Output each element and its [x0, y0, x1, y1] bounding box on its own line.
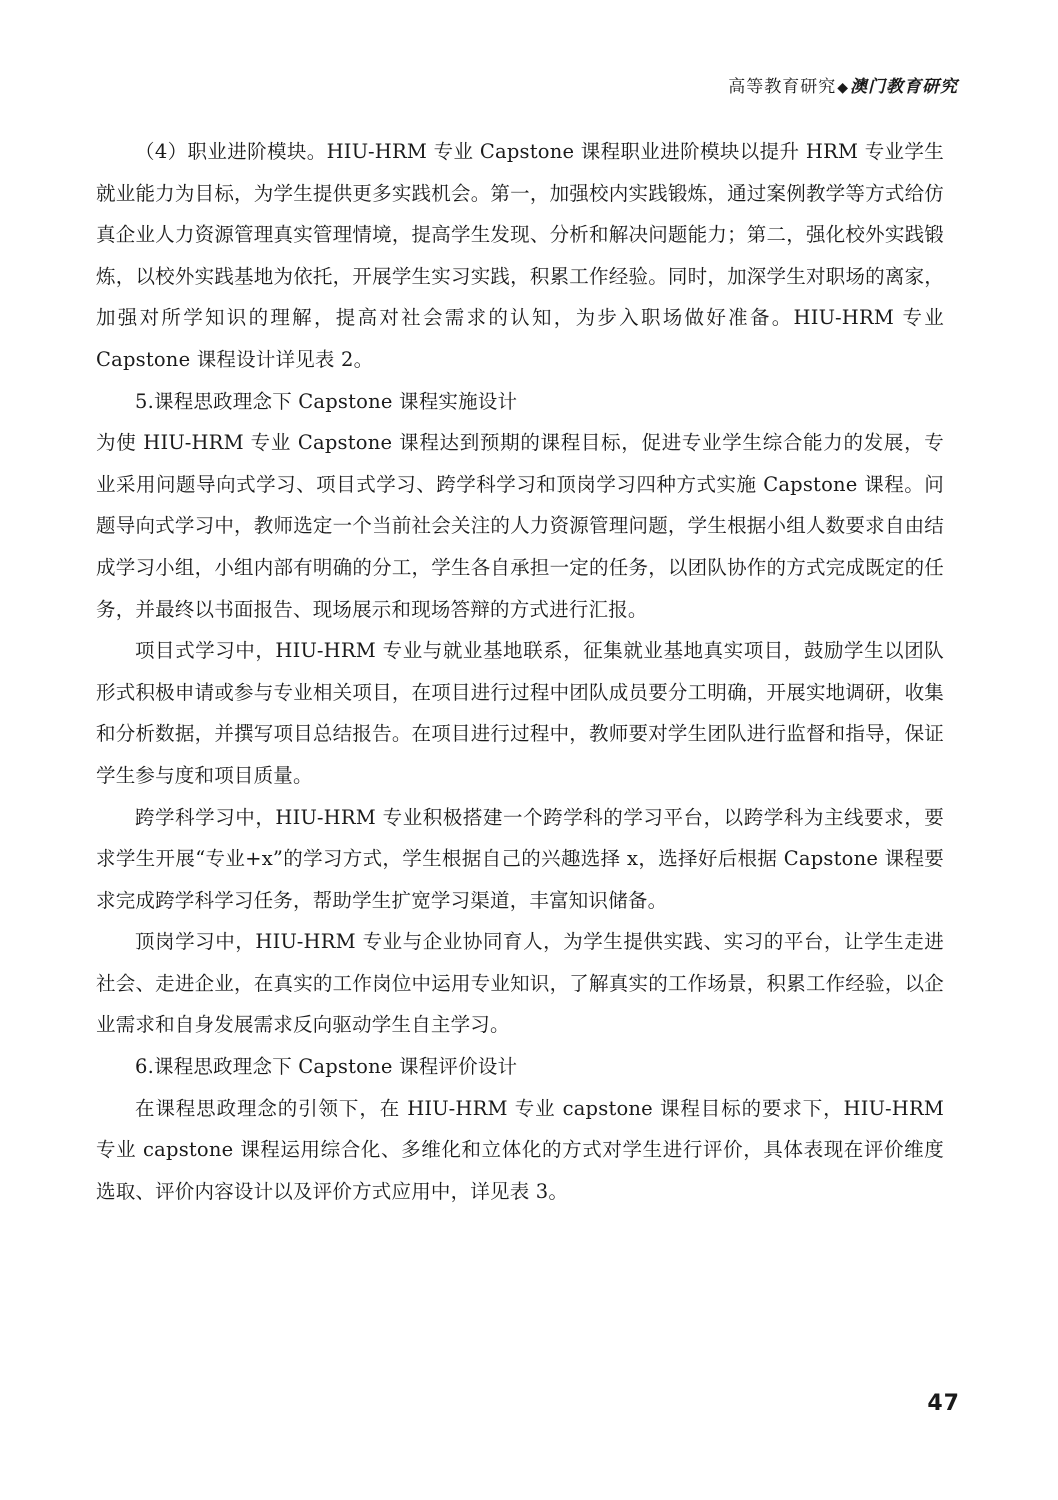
paragraph-career-module: （4）职业进阶模块。HIU-HRM 专业 Capstone 课程职业进阶模块以提升 HRM 专业学生就业能力为目标，为学生提供更多实践机会。第一，加强校内实践锻炼，通过案例教学等方式给仿真企业人力资源管理真实管理情境，提高学生发现、分析和解决问题能力；第二，强化校外实践锻炼，以校外实践基地为依托，开展学生实习实践，积累工作经验。同时，加深学生对职场的离家，加强对所学知识的理解，提高对社会需求的认知，为步入职场做好准备。HIU-HRM 专业 Capstone 课程设计详见表 2。 [96, 140, 944, 371]
paragraph-internship: 顶岗学习中，HIU-HRM 专业与企业协同育人，为学生提供实践、实习的平台，让学生走进社会、走进企业，在真实的工作岗位中运用专业知识，了解真实的工作场景，积累工作经验，以企业需求和自身发展需求反向驱动学生自主学习。 [96, 930, 944, 1037]
section-heading-evaluation: 6.课程思政理念下 Capstone 课程评价设计 [135, 1055, 518, 1079]
paragraph-implementation-problem-based: 为使 HIU-HRM 专业 Capstone 课程达到预期的课程目标，促进专业学生综合能力的发展，专业采用问题导向式学习、项目式学习、跨学科学习和顶岗学习四种方式实施 Capstone 课程。问题导向式学习中，教师选定一个当前社会关注的人力资源管理问题，学生根据小组人数要求自由结成学习小组，小组内部有明确的分工，学生各自承担一定的任务，以团队协作的方式完成既定的任务，并最终以书面报告、现场展示和现场答辩的方式进行汇报。 [96, 431, 944, 621]
paragraph-project-based: 项目式学习中，HIU-HRM 专业与就业基地联系，征集就业基地真实项目，鼓励学生以团队形式积极申请或参与专业相关项目，在项目进行过程中团队成员要分工明确，开展实地调研，收集和分析数据，并撰写项目总结报告。在项目进行过程中，教师要对学生团队进行监督和指导，保证学生参与度和项目质量。 [96, 639, 944, 787]
section-heading-implementation: 5.课程思政理念下 Capstone 课程实施设计 [135, 389, 518, 413]
running-header [728, 72, 958, 97]
diamond-separator-icon: ◆ [837, 80, 849, 96]
page-number: 47 [927, 1391, 960, 1416]
article-body [96, 131, 944, 1212]
paragraph-interdisciplinary: 跨学科学习中，HIU-HRM 专业积极搭建一个跨学科的学习平台，以跨学科为主线要求，要求学生开展“专业+x”的学习方式，学生根据自己的兴趣选择 x，选择好后根据 Capstone 课程要求完成跨学科学习任务，帮助学生扩宽学习渠道，丰富知识储备。 [96, 805, 944, 912]
paragraph-evaluation: 在课程思政理念的引领下，在 HIU-HRM 专业 capstone 课程目标的要求下，HIU-HRM 专业 capstone 课程运用综合化、多维化和立体化的方式对学生进行评价，具体表现在评价维度选取、评价内容设计以及评价方式应用中，详见表 3。 [96, 1096, 944, 1203]
header-journal-title: 澳门教育研究 [850, 77, 958, 97]
header-section: 高等教育研究 [728, 77, 837, 97]
